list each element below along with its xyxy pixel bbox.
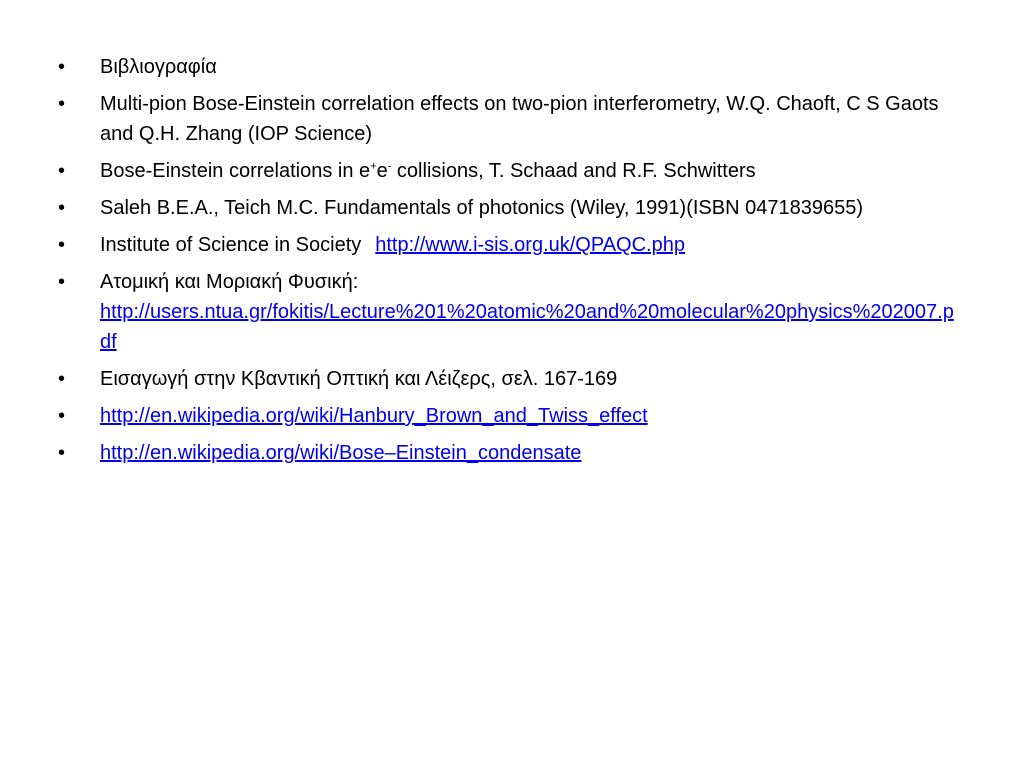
bullet: • [58,368,66,390]
bullet: • [58,93,66,115]
reference-text-prefix: Bose-Einstein correlations in e [100,160,371,182]
bullet: • [58,405,66,427]
bullet: • [58,442,66,464]
list-item-reference [58,230,964,260]
bullet: • [58,56,66,78]
superscript-plus: + [370,160,377,173]
reference-link[interactable]: http://en.wikipedia.org/wiki/Bose–Einstein_condensate [100,442,582,464]
reference-link[interactable]: http://www.i-sis.org.uk/QPAQC.php [375,234,685,256]
bullet: • [58,234,66,256]
list-item-reference [58,364,964,394]
list-item-reference [58,156,964,186]
bibliography-list [58,52,964,468]
reference-text: Institute of Science in Society [100,234,362,256]
reference-text: Saleh B.E.A., Teich M.C. Fundamentals of photonics (Wiley, 1991)(ISBN 0471839655) [100,197,863,219]
reference-text: Ατομική και Μοριακή Φυσική: [100,271,359,293]
bullet: • [58,197,66,219]
list-item-reference [58,267,964,357]
bullet: • [58,271,66,293]
list-item-reference [58,438,964,468]
list-item-reference [58,193,964,223]
reference-text-mid: e [376,160,388,182]
list-item-heading [58,52,964,82]
reference-link[interactable]: http://users.ntua.gr/fokitis/Lecture%201%20atomic%20and%20molecular%20physics%202007.pdf [100,301,954,353]
reference-text-suffix: collisions, T. Schaad and R.F. Schwitters [391,160,756,182]
bullet: • [58,160,66,182]
list-item-reference [58,89,964,149]
reference-text: Multi-pion Bose-Einstein correlation effects on two-pion interferometry, W.Q. Chaoft, C S Gaots and Q.H. Zhang (IOP Science) [100,93,939,145]
list-item-reference [58,401,964,431]
superscript-minus: - [387,160,392,173]
bibliography-heading: Βιβλιογραφία [100,56,217,78]
reference-link[interactable]: http://en.wikipedia.org/wiki/Hanbury_Brown_and_Twiss_effect [100,405,648,427]
reference-text: Εισαγωγή στην Κβαντική Οπτική και Λέιζερς, σελ. 167-169 [100,368,618,390]
